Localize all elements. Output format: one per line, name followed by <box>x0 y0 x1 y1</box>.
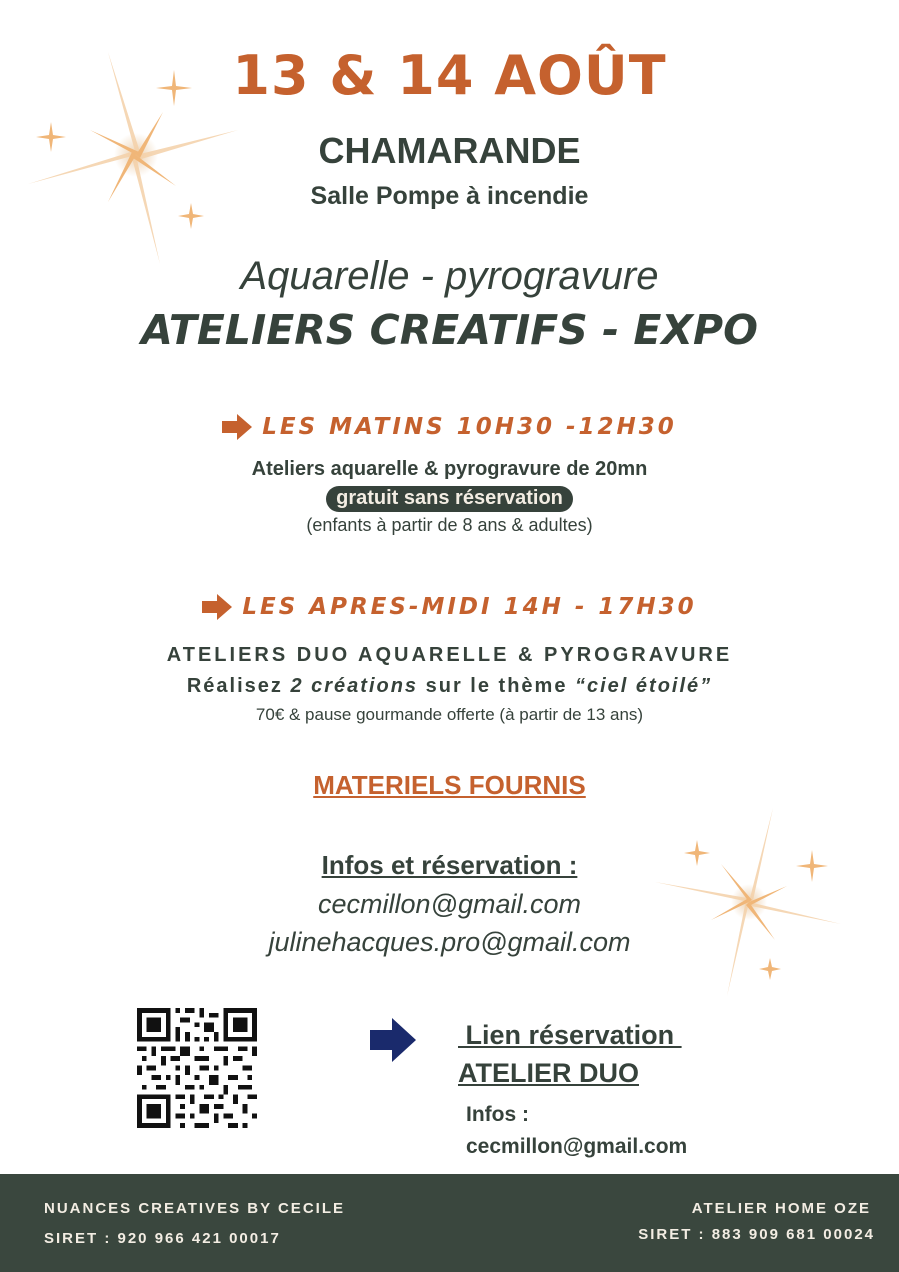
footer-right-name: ATELIER HOME OZE <box>691 1200 871 1217</box>
morning-age-note: (enfants à partir de 8 ans & adultes) <box>306 515 593 535</box>
afternoon-desc-middle: sur le thème <box>418 675 575 697</box>
booking-infos-email[interactable]: cecmillon@gmail.com <box>466 1135 688 1158</box>
afternoon-description <box>0 675 899 698</box>
morning-badge-row <box>0 486 899 512</box>
arrow-right-icon <box>370 1018 416 1062</box>
morning-heading-text: LES MATINS 10H30 -12H30 <box>262 414 677 440</box>
event-subtitle: Aquarelle - pyrogravure <box>240 254 659 298</box>
footer-left-name: NUANCES CREATIVES BY CECILE <box>44 1200 345 1217</box>
contact-email-1[interactable]: cecmillon@gmail.com <box>318 889 581 919</box>
qr-code-icon[interactable] <box>137 1008 257 1128</box>
morning-heading <box>0 414 899 440</box>
afternoon-heading-text: LES APRES-MIDI 14H - 17H30 <box>242 594 697 620</box>
booking-infos-label: Infos : <box>466 1103 529 1126</box>
afternoon-desc-prefix: Réalisez <box>186 675 291 697</box>
event-venue: Salle Pompe à incendie <box>310 182 589 210</box>
afternoon-title: ATELIERS DUO AQUARELLE & PYROGRAVURE <box>166 644 733 666</box>
materials-note: MATERIELS FOURNIS <box>313 770 586 800</box>
event-town: CHAMARANDE <box>318 130 581 171</box>
afternoon-heading <box>0 594 899 620</box>
morning-description: Ateliers aquarelle & pyrogravure de 20mn <box>251 458 648 480</box>
afternoon-desc-theme: “ciel étoilé” <box>575 675 713 697</box>
footer-left-siret: SIRET : 920 966 421 00017 <box>44 1230 281 1247</box>
booking-link[interactable]: Lien réservation <box>458 1020 682 1050</box>
contact-title: Infos et réservation : <box>321 850 578 880</box>
arrow-right-icon <box>222 414 252 440</box>
footer-right-siret: SIRET : 883 909 681 00024 <box>638 1226 875 1243</box>
sparkle-small-icon <box>759 958 781 980</box>
arrow-right-icon <box>202 594 232 620</box>
event-title: ATELIERS CREATIFS - EXPO <box>141 306 758 354</box>
event-date: 13 & 14 AOÛT <box>232 44 667 107</box>
contact-email-2[interactable]: julinehacques.pro@gmail.com <box>268 927 631 957</box>
booking-link-subtitle[interactable]: ATELIER DUO <box>458 1058 639 1088</box>
afternoon-desc-count: 2 créations <box>290 675 419 697</box>
free-badge: gratuit sans réservation <box>326 486 573 512</box>
footer <box>0 1174 899 1272</box>
afternoon-price-note: 70€ & pause gourmande offerte (à partir de 13 ans) <box>255 705 644 724</box>
